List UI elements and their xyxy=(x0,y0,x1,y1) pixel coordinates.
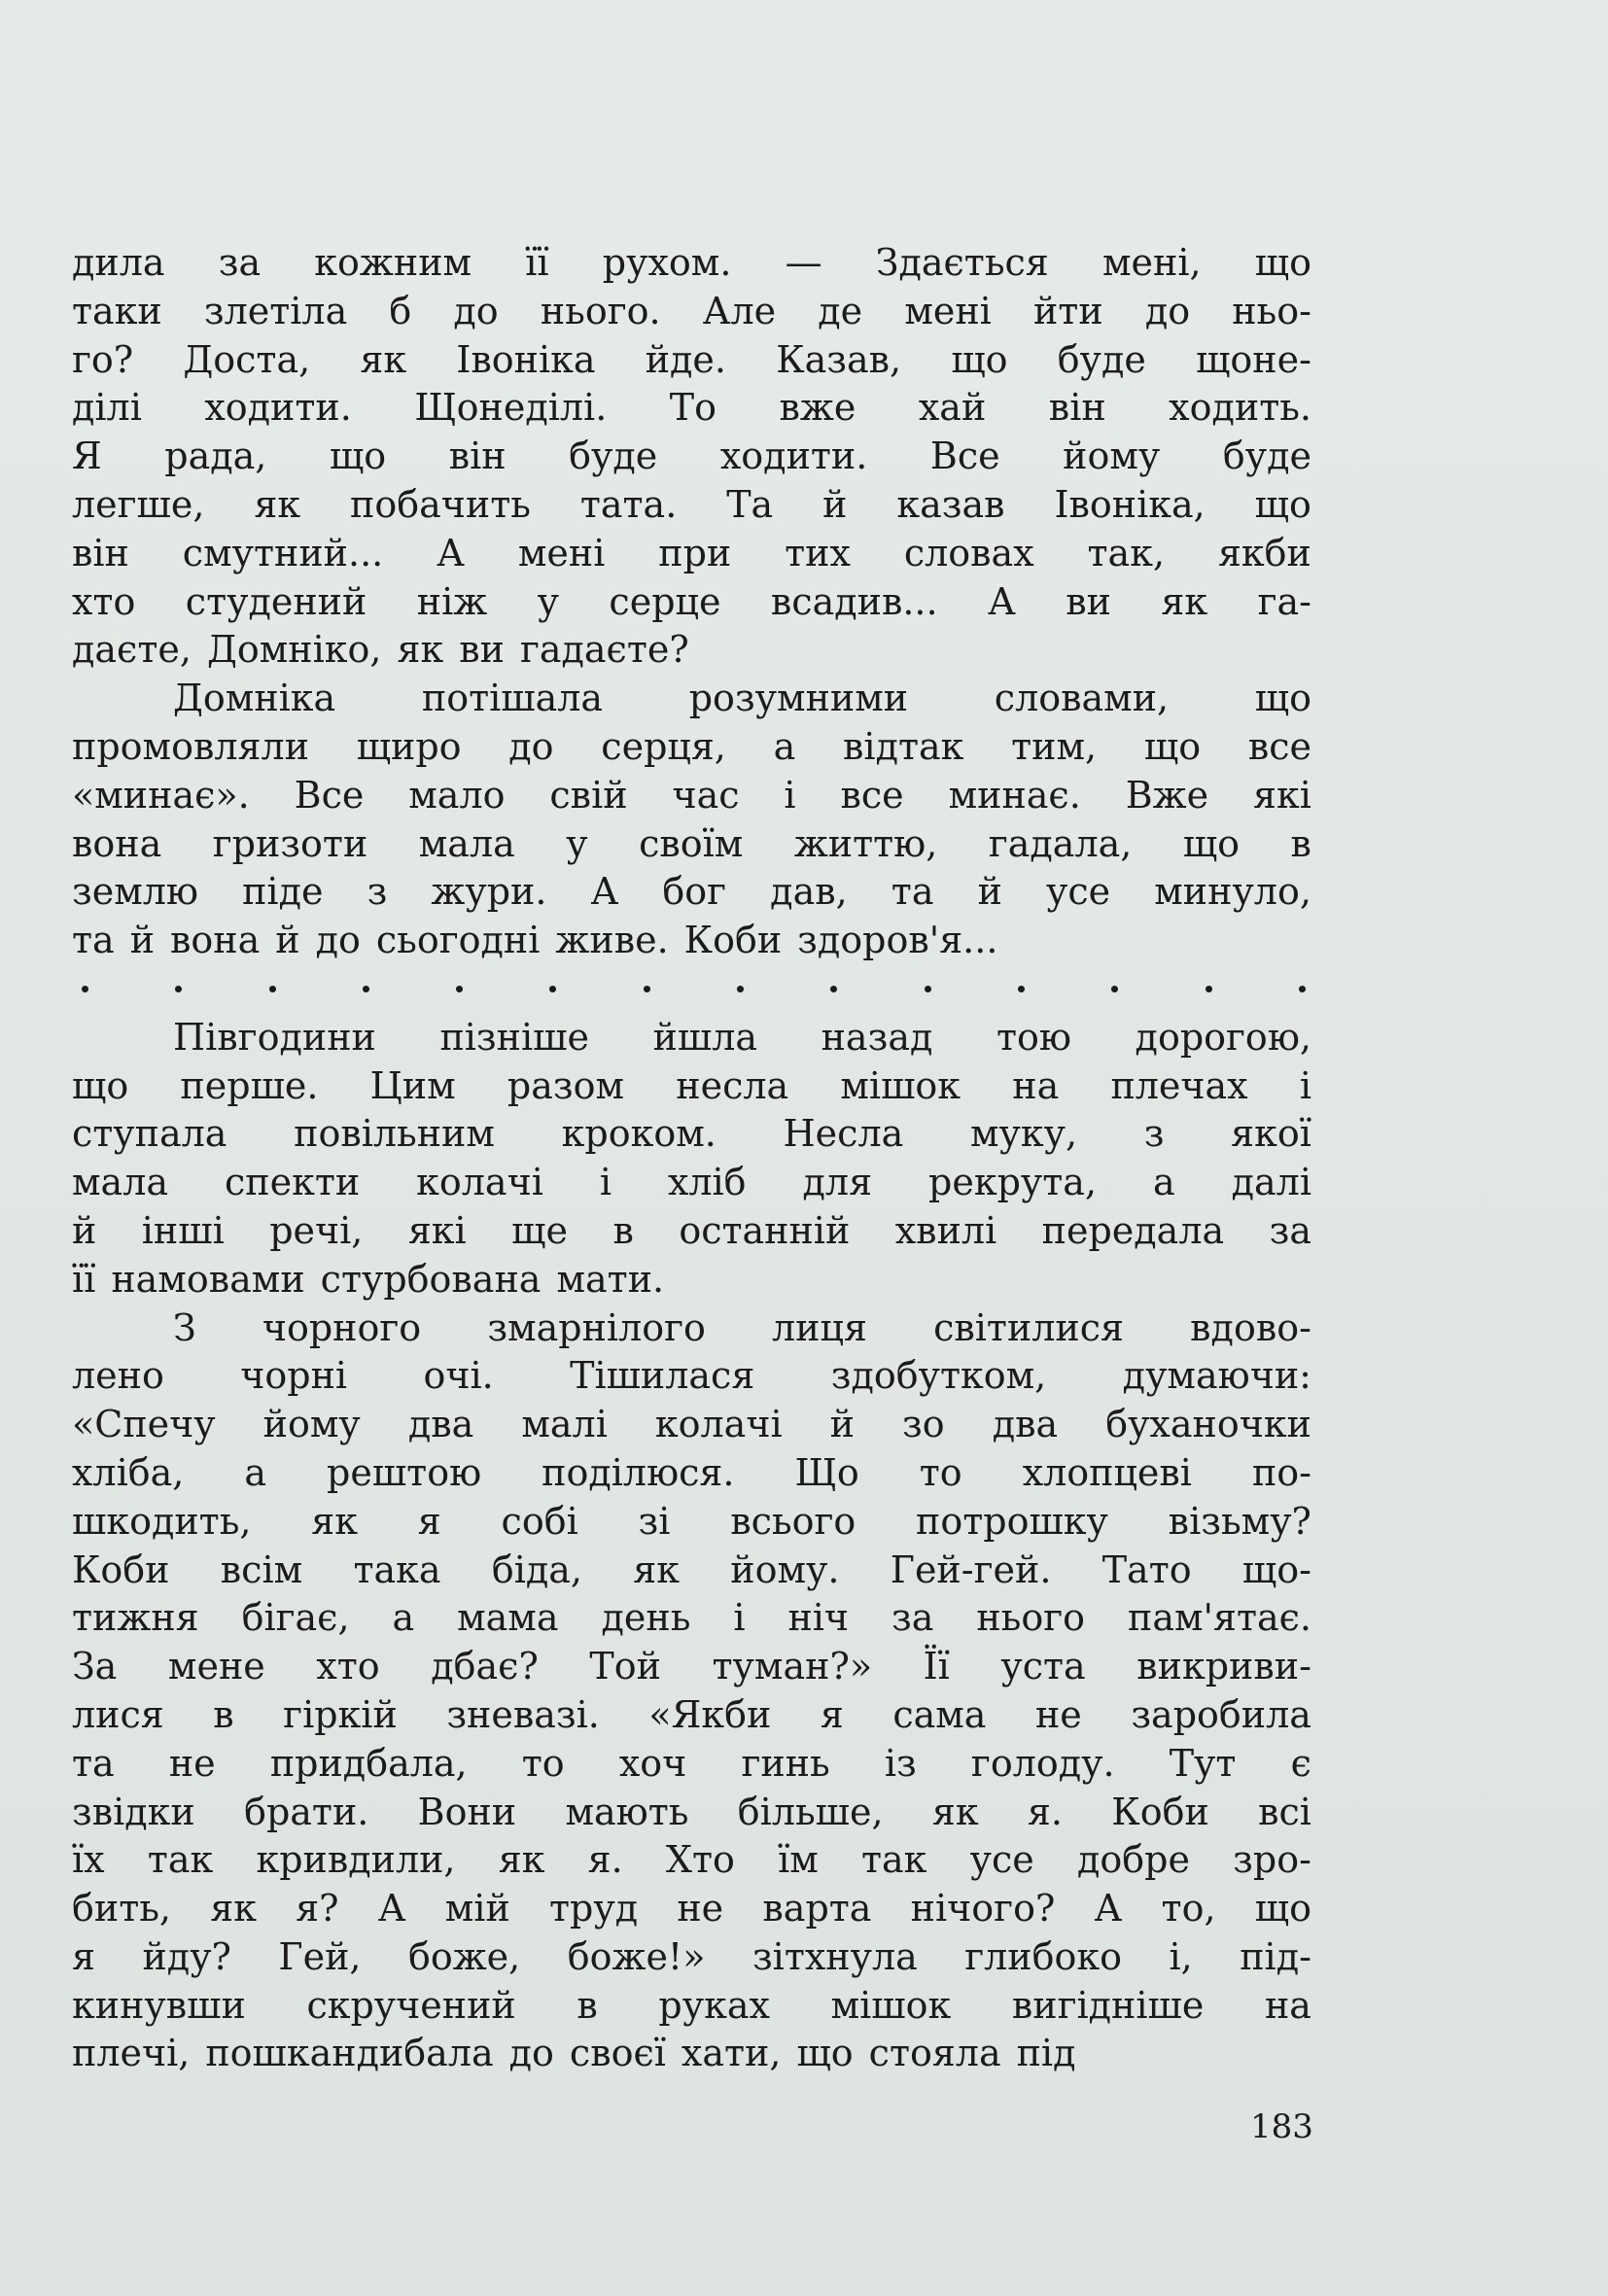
separator-dot xyxy=(175,986,182,992)
text-line: та й вона й до сьогодні живе. Коби здоров'я... xyxy=(72,919,998,962)
text-line: я йду? Гей, боже, боже!» зітхнула глибоко і, під- xyxy=(72,1934,1311,1978)
text-line: дила за кожним її рухом. — Здається мені, що xyxy=(72,241,1311,284)
text-line: таки злетіла б до нього. Але де мені йти до ньо- xyxy=(72,289,1311,332)
text-line: хто студений ніж у серце всадив... А ви як га- xyxy=(72,579,1311,623)
text-line: мала спекти колачі і хліб для рекрута, а далі xyxy=(72,1161,1311,1204)
text-line: даєте, Домніко, як ви гадаєте? xyxy=(72,628,689,672)
text-line: її намовами стурбована мати. xyxy=(72,1257,665,1301)
separator-dot xyxy=(1206,986,1212,992)
separator-dot xyxy=(644,986,650,992)
separator-dot xyxy=(925,986,931,992)
separator-dot xyxy=(830,986,837,992)
text-line: й інші речі, які ще в останній хвилі передала за xyxy=(72,1208,1311,1252)
separator-dot xyxy=(549,986,556,992)
text-line: хліба, а рештою поділюся. Що то хлопцеві по- xyxy=(72,1450,1311,1494)
text-line: легше, як побачить тата. Та й казав Івоніка, що xyxy=(72,482,1311,526)
text-line: шкодить, як я собі зі всього потрошку візьму? xyxy=(72,1499,1311,1543)
separator-dot xyxy=(1111,986,1118,992)
text-line: ступала повільним кроком. Несла муку, з якої xyxy=(72,1112,1311,1156)
section-separator xyxy=(72,965,1311,1014)
separator-dot xyxy=(1018,986,1025,992)
separator-dot xyxy=(456,986,463,992)
separator-dot xyxy=(82,986,88,992)
text-line: Півгодини пізніше йшла назад тою дорогою, xyxy=(173,1015,1311,1059)
text-line: та не придбала, то хоч гинь із голоду. Тут є xyxy=(72,1741,1311,1785)
text-line: Домніка потішала розумними словами, що xyxy=(173,677,1311,720)
separator-dot xyxy=(737,986,744,992)
text-line: За мене хто дбає? Той туман?» Її уста викриви- xyxy=(72,1645,1311,1688)
text-line: бить, як я? А мій труд не варта нічого? А то, що xyxy=(72,1887,1311,1931)
separator-dot xyxy=(1299,986,1306,992)
text-line: вона гризоти мала у своїм життю, гадала, що в xyxy=(72,821,1311,865)
text-line: він смутний... А мені при тих словах так, якби xyxy=(72,531,1311,574)
text-line: плечі, пошкандибала до своєї хати, що стояла під xyxy=(72,2032,1076,2075)
text-line: звідки брати. Вони мають більше, як я. Коби всі xyxy=(72,1790,1311,1833)
text-line: З чорного змарнілого лиця світилися вдово- xyxy=(173,1305,1311,1349)
text-block xyxy=(72,239,1311,2078)
text-line: «минає». Все мало свій час і все минає. Вже які xyxy=(72,773,1311,817)
text-line: їх так кривдили, як я. Хто їм так усе добре зро- xyxy=(72,1838,1311,1882)
text-line: що перше. Цим разом несла мішок на плечах і xyxy=(72,1063,1311,1107)
text-line: землю піде з жури. А бог дав, та й усе минуло, xyxy=(72,870,1311,914)
separator-dot xyxy=(269,986,276,992)
text-line: тижня бігає, а мама день і ніч за нього пам'ятає. xyxy=(72,1596,1311,1640)
text-line: го? Доста, як Івоніка йде. Казав, що буде щоне- xyxy=(72,337,1311,381)
text-line: лено чорні очі. Тішилася здобутком, думаючи: xyxy=(72,1354,1311,1398)
text-line: ділі ходити. Щонеділі. То вже хай він ходить. xyxy=(72,386,1311,430)
page-number: 183 xyxy=(1250,2107,1313,2146)
separator-dot xyxy=(363,986,369,992)
text-line: лися в гіркій зневазі. «Якби я сама не заробила xyxy=(72,1692,1311,1736)
text-line: Коби всім така біда, як йому. Гей-гей. Тато що- xyxy=(72,1548,1311,1591)
text-line: «Спечу йому два малі колачі й зо два буханочки xyxy=(72,1403,1311,1446)
text-line: промовляли щиро до серця, а відтак тим, що все xyxy=(72,724,1311,768)
text-line: Я рада, що він буде ходити. Все йому буде xyxy=(72,435,1311,478)
text-line: кинувши скручений в руках мішок вигідніше на xyxy=(72,1983,1311,2027)
